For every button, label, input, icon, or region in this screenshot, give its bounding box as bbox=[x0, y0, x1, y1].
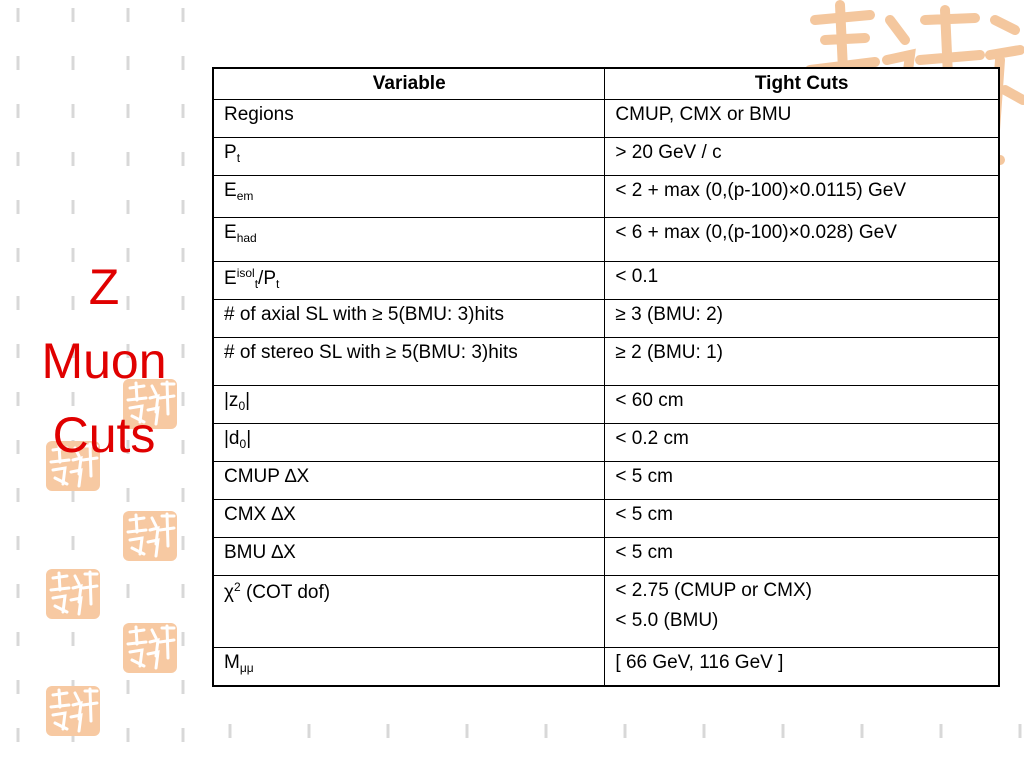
table-row bbox=[213, 648, 999, 686]
variable-suffix: | bbox=[246, 428, 252, 449]
cut-cell bbox=[605, 300, 999, 338]
cut-cell bbox=[605, 262, 999, 300]
cut-value: [ 66 GeV, 116 GeV ] bbox=[615, 652, 784, 673]
variable-cell bbox=[213, 100, 605, 138]
title-line-3: Cuts bbox=[52, 407, 156, 463]
cut-cell bbox=[605, 648, 999, 686]
variable-cell bbox=[213, 218, 605, 262]
header-tight-cuts: Tight Cuts bbox=[605, 68, 999, 100]
variable-name: # of stereo SL with ≥ 5(BMU: 3)hits bbox=[224, 342, 518, 363]
variable-cell bbox=[213, 138, 605, 176]
cut-cell bbox=[605, 538, 999, 576]
variable-cell bbox=[213, 462, 605, 500]
variable-cell bbox=[213, 538, 605, 576]
variable-cell bbox=[213, 338, 605, 386]
title-line-1: Z bbox=[88, 259, 120, 315]
cut-value: CMUP, CMX or BMU bbox=[615, 104, 792, 125]
variable-subscript: 0 bbox=[238, 399, 246, 413]
variable-superscript: isol bbox=[236, 266, 255, 280]
table-row bbox=[213, 424, 999, 462]
variable-name: CMX ∆X bbox=[224, 504, 296, 525]
table-row bbox=[213, 218, 999, 262]
seal-stamp-icon bbox=[122, 510, 178, 562]
variable-subscript: t bbox=[254, 277, 259, 291]
muon-cuts-table bbox=[212, 67, 1000, 687]
table-row bbox=[213, 576, 999, 648]
table-row bbox=[213, 500, 999, 538]
cut-value: > 20 GeV / c bbox=[615, 142, 722, 163]
variable-cell bbox=[213, 576, 605, 648]
variable-name: |d bbox=[224, 428, 240, 449]
variable-cell bbox=[213, 648, 605, 686]
cut-value: < 2.75 (CMUP or CMX) bbox=[615, 580, 812, 601]
table-row bbox=[213, 538, 999, 576]
cut-cell bbox=[605, 386, 999, 424]
variable-name: M bbox=[224, 652, 240, 673]
cut-value: ≥ 2 (BMU: 1) bbox=[615, 342, 723, 363]
cut-value: < 60 cm bbox=[615, 390, 684, 411]
title-line-2: Muon bbox=[41, 333, 167, 389]
cut-value: < 6 + max (0,(p-100)×0.028) GeV bbox=[615, 222, 897, 243]
variable-cell bbox=[213, 300, 605, 338]
cut-value: < 2 + max (0,(p-100)×0.0115) GeV bbox=[615, 180, 907, 201]
variable-subscript: 0 bbox=[239, 437, 247, 451]
variable-name: Regions bbox=[224, 104, 294, 125]
variable-name: # of axial SL with ≥ 5(BMU: 3)hits bbox=[224, 304, 505, 325]
table-row bbox=[213, 338, 999, 386]
cut-value: < 0.2 cm bbox=[615, 428, 689, 449]
cut-cell bbox=[605, 500, 999, 538]
table-header-row bbox=[213, 68, 999, 100]
cut-cell bbox=[605, 100, 999, 138]
cut-value: ≥ 3 (BMU: 2) bbox=[615, 304, 723, 325]
table-row bbox=[213, 176, 999, 218]
variable-name: P bbox=[224, 142, 237, 163]
cut-value: < 0.1 bbox=[615, 266, 659, 287]
variable-cell bbox=[213, 386, 605, 424]
seal-stamp-icon bbox=[45, 685, 101, 737]
variable-subscript: t bbox=[276, 277, 280, 291]
variable-subscript: t bbox=[236, 151, 241, 165]
cut-cell bbox=[605, 338, 999, 386]
cut-value: < 5 cm bbox=[615, 542, 673, 563]
cut-cell bbox=[605, 176, 999, 218]
variable-suffix: /P bbox=[258, 268, 276, 289]
variable-subscript: had bbox=[236, 231, 257, 245]
cut-cell bbox=[605, 218, 999, 262]
variable-cell bbox=[213, 424, 605, 462]
variable-suffix: | bbox=[245, 390, 251, 411]
table-row bbox=[213, 138, 999, 176]
cut-value: < 5.0 (BMU) bbox=[615, 610, 719, 631]
variable-subscript: μμ bbox=[239, 661, 254, 675]
seal-stamp-icon bbox=[122, 622, 178, 674]
table-row bbox=[213, 462, 999, 500]
variable-cell bbox=[213, 176, 605, 218]
table-row bbox=[213, 386, 999, 424]
table-row bbox=[213, 262, 999, 300]
table-row bbox=[213, 100, 999, 138]
variable-cell bbox=[213, 262, 605, 300]
cut-cell bbox=[605, 138, 999, 176]
cut-cell bbox=[605, 576, 999, 648]
cut-cell bbox=[605, 424, 999, 462]
variable-name: BMU ∆X bbox=[224, 542, 296, 563]
variable-name: CMUP ∆X bbox=[224, 466, 310, 487]
variable-name: χ bbox=[224, 582, 234, 603]
variable-name: E bbox=[224, 268, 237, 289]
variable-subscript: em bbox=[236, 189, 254, 203]
header-variable: Variable bbox=[213, 68, 605, 100]
variable-superscript: 2 bbox=[233, 580, 241, 594]
variable-cell bbox=[213, 500, 605, 538]
slide-title bbox=[14, 250, 194, 472]
variable-name: |z bbox=[224, 390, 239, 411]
cut-value: < 5 cm bbox=[615, 504, 673, 525]
cut-value: < 5 cm bbox=[615, 466, 673, 487]
cut-cell bbox=[605, 462, 999, 500]
variable-name: E bbox=[224, 222, 237, 243]
seal-stamp-icon bbox=[45, 568, 101, 620]
variable-suffix: (COT dof) bbox=[240, 582, 331, 603]
variable-name: E bbox=[224, 180, 237, 201]
table-row bbox=[213, 300, 999, 338]
